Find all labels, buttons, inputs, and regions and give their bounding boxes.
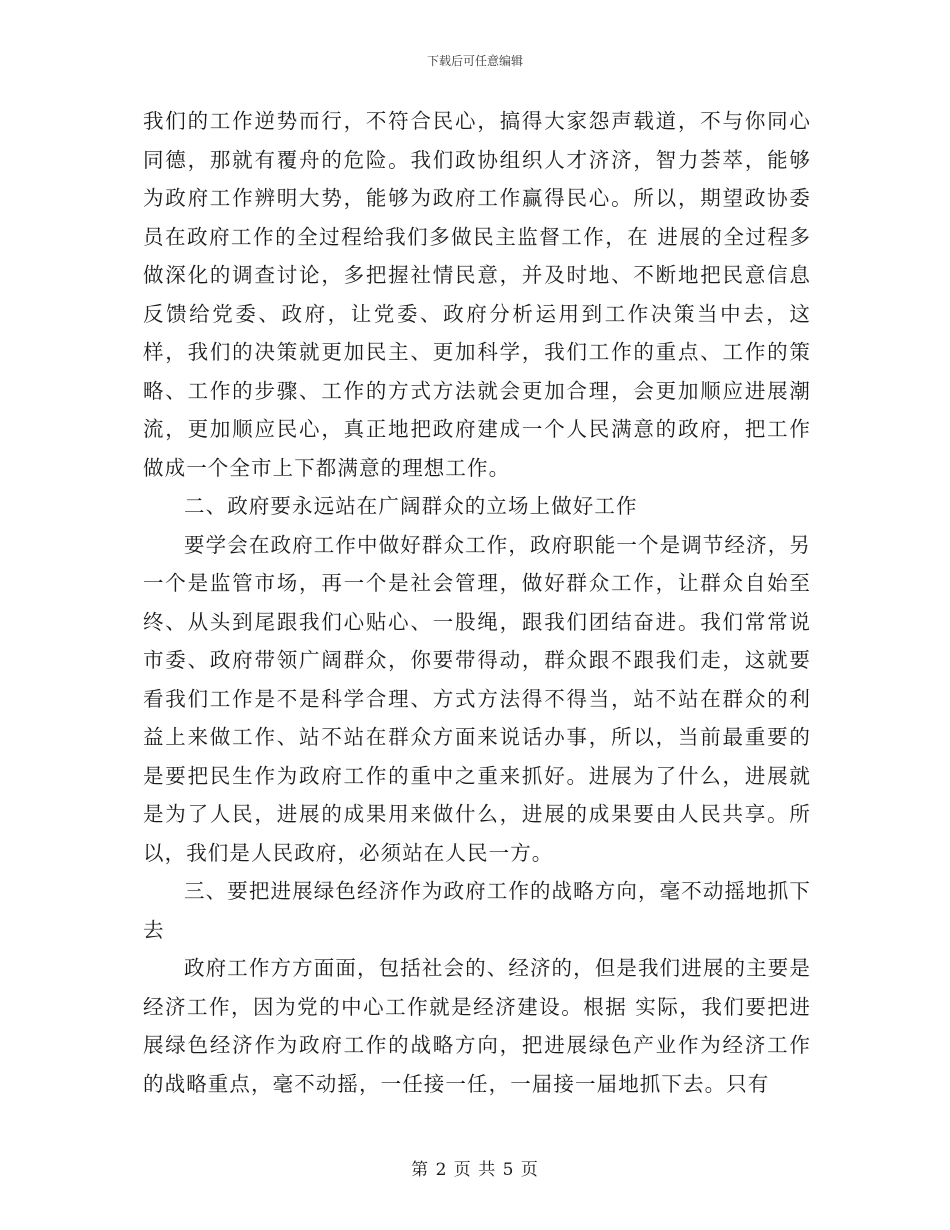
page-header: 下载后可任意编辑: [426, 54, 523, 68]
body-text: [143, 102, 811, 1103]
section-heading-3: 三、要把进展绿色经济作为政府工作的战略方向，毫不动摇地抓下去: [143, 879, 811, 942]
page-number: 第 2 页 共 5 页: [411, 1160, 539, 1180]
paragraph-2: 要学会在政府工作中做好群众工作，政府职能一个是调节经济，另一个是监管市场，再一个是社会管理，做好群众工作，让群众自始至终、从头到尾跟我们心贴心、一股绳，跟我们团结奋进。我们常常说市委、政府带领广阔群众，你要带得动，群众跟不跟我们走，这就要看我们工作是不是科学合理、方式方法得不得当，站不站在群众的利益上来做工作、站不站在群众方面来说话办事，所以，当前最重要的是要把民生作为政府工作的重中之重来抓好。进展为了什么，进展就是为了人民，进展的成果用来做什么，进展的成果要由人民共享。所以，我们是人民政府，必须站在人民一方。: [143, 532, 811, 865]
section-heading-2: 二、政府要永远站在广阔群众的立场上做好工作: [184, 494, 638, 518]
paragraph-3: 政府工作方方面面，包括社会的、经济的，但是我们进展的主要是经济工作，因为党的中心工作就是经济建设。根据 实际，我们要把进展绿色经济作为政府工作的战略方向，把进展绿色产业作为经济工作的战略重点，毫不动摇，一任接一任，一届接一届地抓下去。只有: [143, 956, 811, 1096]
paragraph-1: 我们的工作逆势而行，不符合民心，搞得大家怨声载道，不与你同心同德，那就有覆舟的危险。我们政协组织人才济济，智力荟萃，能够为政府工作辨明大势，能够为政府工作赢得民心。所以，期望政协委员在政府工作的全过程给我们多做民主监督工作，在 进展的全过程多做深化的调查讨论，多把握社情民意，并及时地、不断地把民意信息反馈给党委、政府，让党委、政府分析运用到工作决策当中去，这样，我们的决策就更加民主、更加科学，我们工作的重点、工作的策略、工作的步骤、工作的方式方法就会更加合理，会更加顺应进展潮流，更加顺应民心，真正地把政府建成一个人民满意的政府，把工作做成一个全市上下都满意的理想工作。: [143, 109, 811, 480]
